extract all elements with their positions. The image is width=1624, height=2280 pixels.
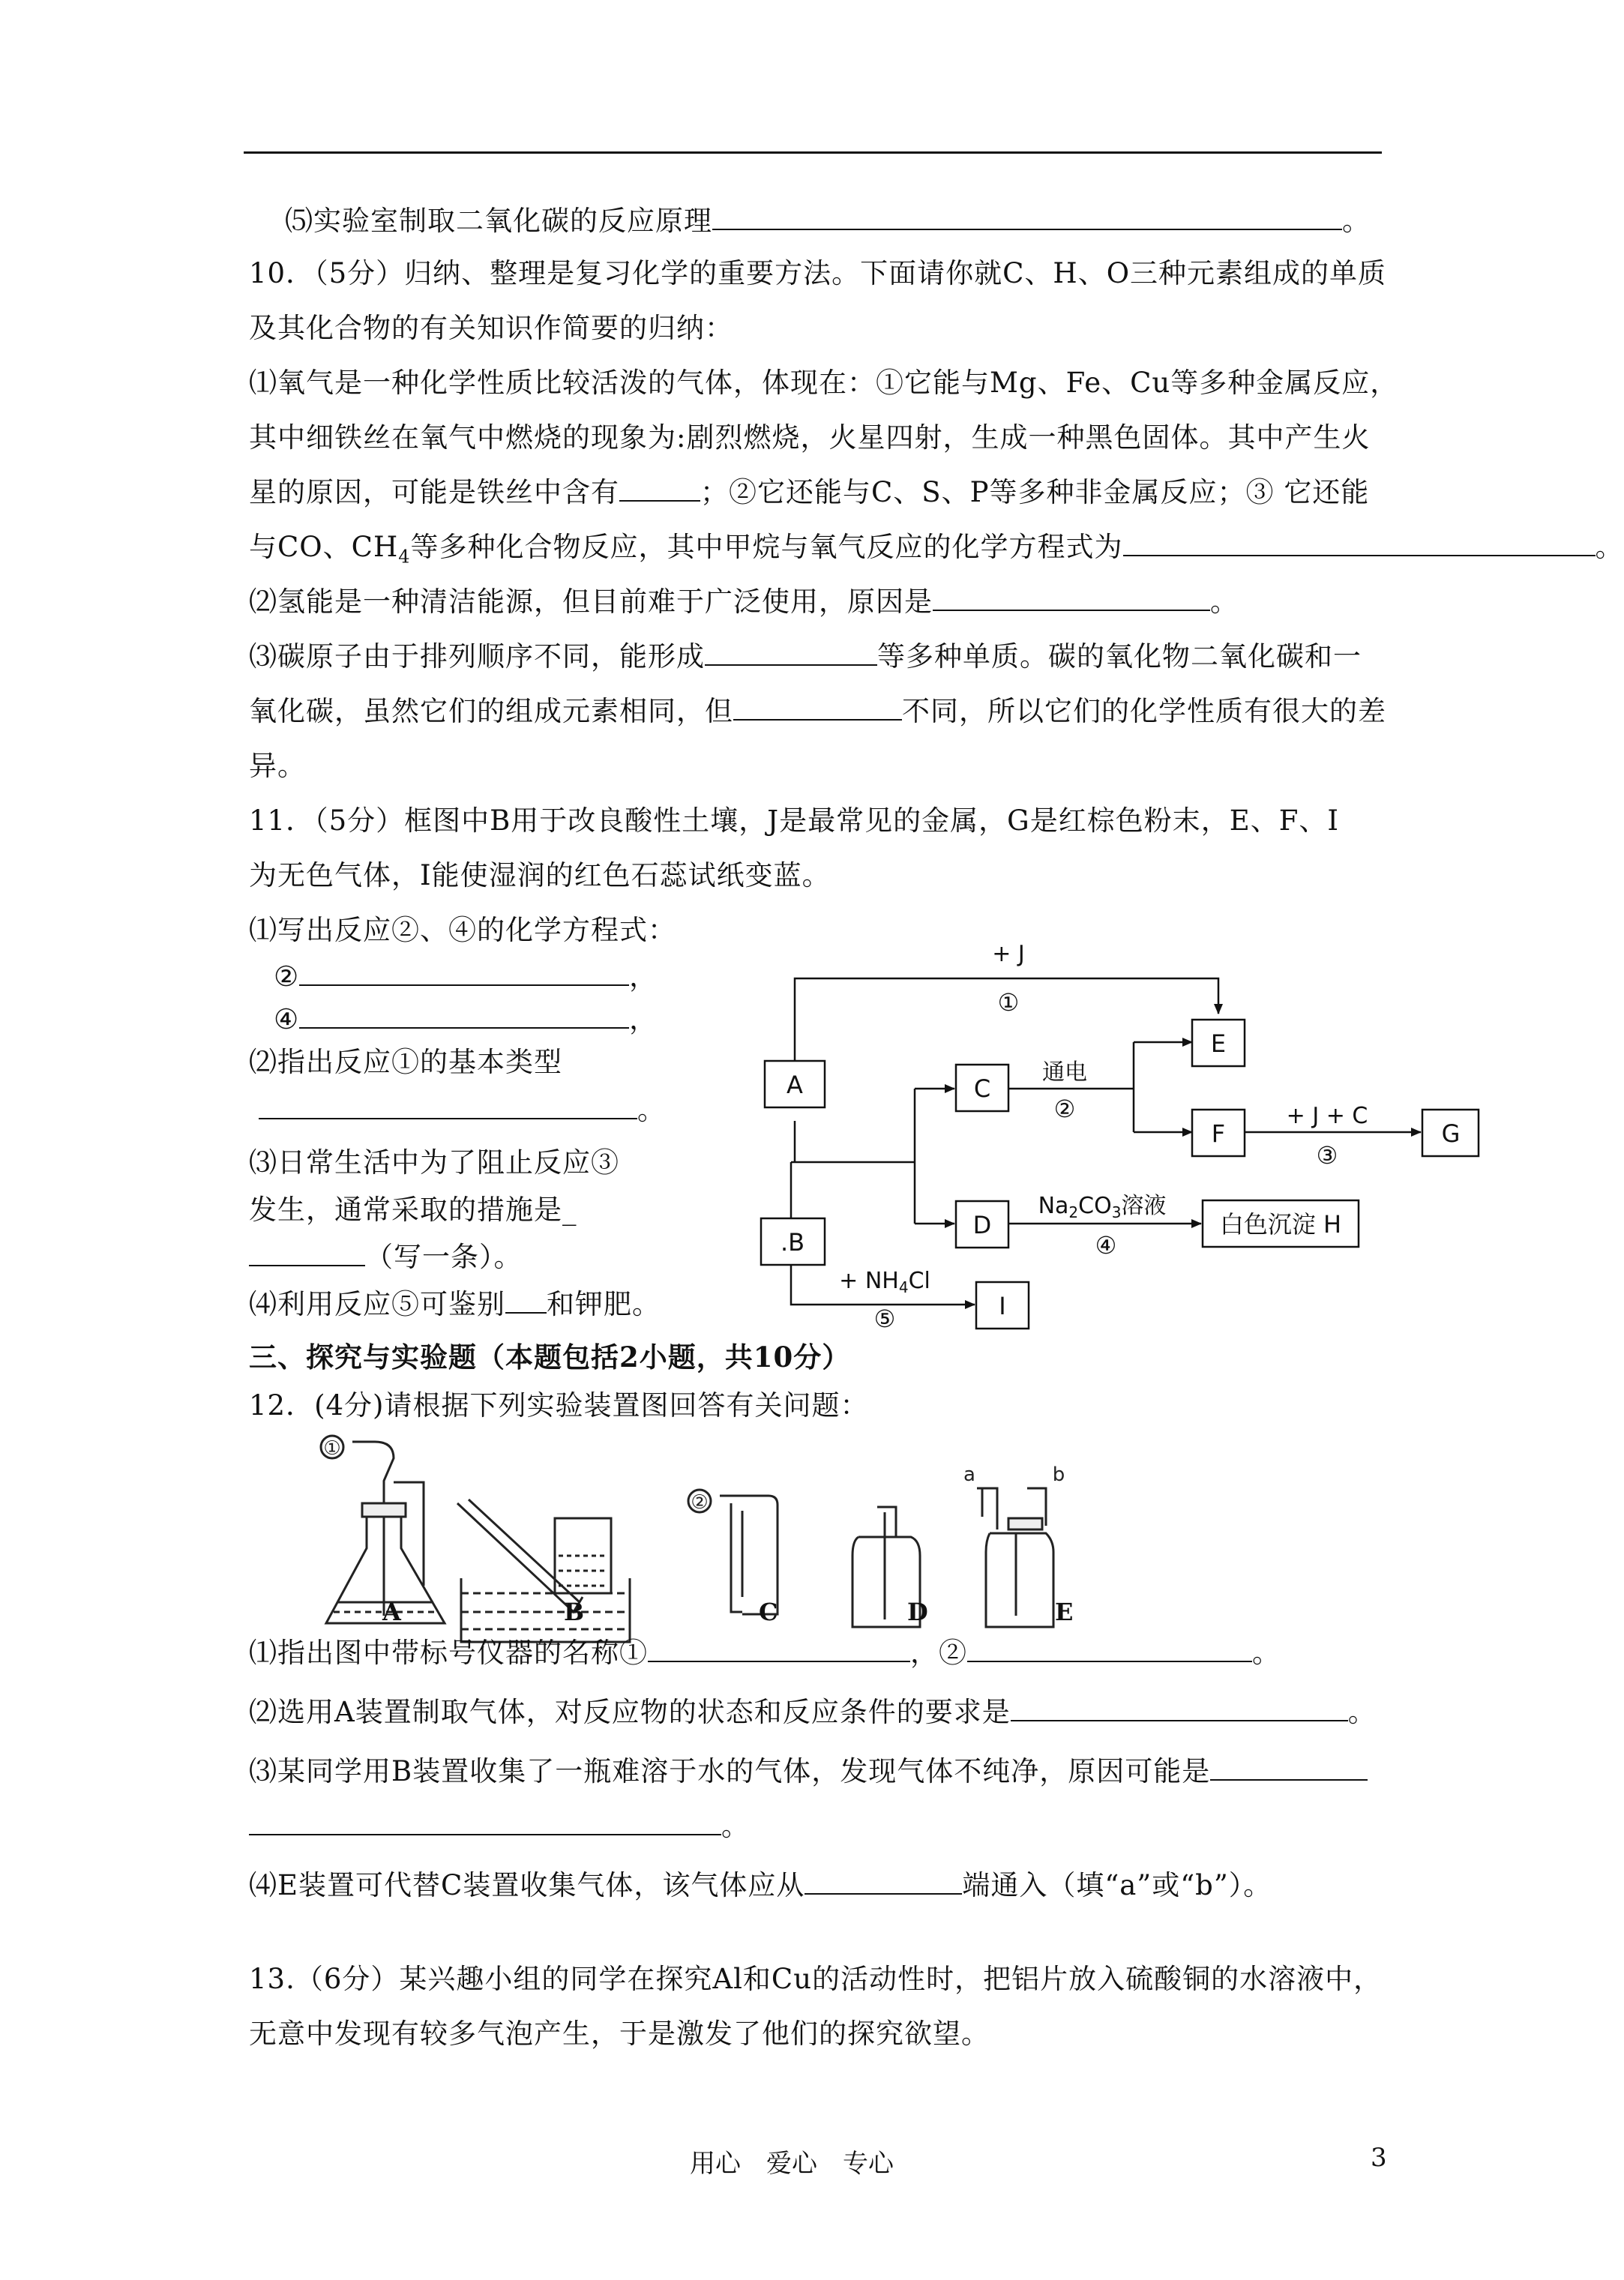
answer-blank[interactable] xyxy=(1210,1754,1368,1781)
q11-part1-eq2: ② ， xyxy=(274,960,658,993)
q11-title-line2: 为无色气体，I能使湿润的红色石蕊试纸变蓝。 xyxy=(249,859,831,891)
label-i: I xyxy=(999,1292,1006,1320)
label-d: D xyxy=(972,1211,992,1239)
q9-part5: ⑸实验室制取二氧化碳的反应原理 。 xyxy=(285,205,1371,237)
q10-part3-line1: ⑶碳原子由于排列顺序不同，能形成 等多种单质。碳的氧化物二氧化碳和一 xyxy=(249,640,1362,673)
answer-blank[interactable] xyxy=(805,1868,962,1895)
answer-blank[interactable] xyxy=(249,1239,365,1266)
label-g: G xyxy=(1441,1119,1461,1148)
q11-part1: ⑴写出反应②、④的化学方程式： xyxy=(249,914,676,946)
label-nh4cl: + $NH_4Cl$ xyxy=(839,1268,930,1296)
label-e: E xyxy=(1210,1029,1227,1058)
label-plus-j: + J xyxy=(992,941,1025,967)
apparatus-label-e: E xyxy=(1055,1598,1074,1626)
label-reaction-1: ① xyxy=(997,988,1020,1017)
apparatus-e xyxy=(977,1488,1053,1627)
q12-part3-line2: 。 xyxy=(249,1808,750,1845)
label-b: .B xyxy=(780,1228,805,1257)
apparatus-end-b: b xyxy=(1052,1464,1065,1486)
q12-apparatus-figure xyxy=(311,1428,1121,1653)
answer-blank[interactable] xyxy=(1011,1694,1348,1721)
label-electrolysis: 通电 xyxy=(1042,1059,1087,1086)
apparatus-end-a: a xyxy=(963,1464,975,1486)
footer-motto: 用心 爱心 专心 xyxy=(690,2149,894,2179)
q12-part2: ⑵选用A装置制取气体，对反应物的状态和反应条件的要求是 。 xyxy=(249,1696,1377,1728)
answer-blank[interactable] xyxy=(259,1092,637,1119)
apparatus-label-c: C xyxy=(759,1598,779,1626)
label-c: C xyxy=(973,1074,991,1103)
q11-part3-line1: ⑶日常生活中为了阻止反应③ xyxy=(249,1146,619,1179)
q11-title-line1: 11．（5分）框图中B用于改良酸性土壤，J是最常见的金属，G是红棕色粉末，E、F、I xyxy=(249,804,1339,837)
answer-blank[interactable] xyxy=(299,1002,629,1029)
q11-part3-line3: （写一条）。 xyxy=(249,1239,523,1276)
q12-part1: ⑴指出图中带标号仪器的名称① ，② 。 xyxy=(249,1637,1281,1669)
answer-blank[interactable] xyxy=(712,203,1342,230)
q10-part1-line4: 与CO、$CH_4$等多种化合物反应，其中甲烷与氧气反应的化学方程式为 。 xyxy=(249,531,1624,568)
apparatus-marker-2: ② xyxy=(691,1491,709,1514)
q11-part2-blank: 。 xyxy=(259,1092,666,1129)
label-reaction-4: ④ xyxy=(1095,1231,1117,1260)
label-a: A xyxy=(787,1071,803,1099)
q13-line1: 13.（6分）某兴趣小组的同学在探究Al和Cu的活动性时，把铝片放入硫酸铜的水溶液中， xyxy=(249,1963,1383,1995)
answer-blank[interactable] xyxy=(648,1635,910,1662)
label-reaction-5: ⑤ xyxy=(873,1305,896,1333)
q10-part2: ⑵氢能是一种清洁能源，但目前难于广泛使用，原因是 。 xyxy=(249,586,1239,618)
apparatus-b xyxy=(457,1500,630,1642)
q10-part1-line1: ⑴氧气是一种化学性质比较活泼的气体，体现在：①它能与Mg、Fe、Cu等多种金属反应， xyxy=(249,367,1399,399)
q10-title-line2: 及其化合物的有关知识作简要的归纳： xyxy=(249,312,733,344)
apparatus-label-a: A xyxy=(382,1598,402,1626)
q11-part1-eq4: ④ ， xyxy=(274,1003,658,1035)
label-reaction-3: ③ xyxy=(1316,1141,1338,1170)
apparatus-marker-1: ① xyxy=(323,1437,341,1460)
q10-part3-line3: 异。 xyxy=(249,750,306,782)
q11-part4: ⑷利用反应⑤可鉴别 和钾肥。 xyxy=(249,1288,661,1320)
answer-blank[interactable] xyxy=(619,475,700,502)
section3-title: 三、探究与实验题（本题包括2小题，共10分） xyxy=(249,1341,851,1374)
label-plus-j-c: + J + C xyxy=(1286,1103,1368,1129)
answer-blank[interactable] xyxy=(733,694,902,721)
q11-part3-line2: 发生，通常采取的措施是_ xyxy=(249,1194,577,1226)
answer-blank[interactable] xyxy=(705,639,877,666)
answer-blank[interactable] xyxy=(933,584,1210,611)
answer-blank[interactable] xyxy=(249,1808,721,1835)
answer-blank[interactable] xyxy=(505,1287,547,1314)
q11-part2: ⑵指出反应①的基本类型 xyxy=(249,1046,562,1078)
page-number: 3 xyxy=(1371,2143,1387,2173)
apparatus-label-d: D xyxy=(907,1598,929,1626)
q13-line2: 无意中发现有较多气泡产生，于是激发了他们的探究欲望。 xyxy=(249,2018,990,2050)
answer-blank[interactable] xyxy=(1123,529,1596,556)
label-na2co3: $Na_2CO_3$溶液 xyxy=(1038,1193,1167,1221)
header-rule xyxy=(244,151,1382,154)
q11-flow-diagram xyxy=(742,930,1507,1335)
q10-part3-line2: 氧化碳，虽然它们的组成元素相同，但 不同，所以它们的化学性质有很大的差 xyxy=(249,695,1386,727)
label-f: F xyxy=(1211,1119,1226,1148)
q10-title-line1: 10．（5分）归纳、整理是复习化学的重要方法。下面请你就C、H、O三种元素组成的单质 xyxy=(249,257,1387,289)
label-h: 白色沉淀 H xyxy=(1219,1210,1342,1239)
q12-part4: ⑷E装置可代替C装置收集气体，该气体应从 端通入（填“a”或“b”）。 xyxy=(249,1869,1272,1901)
q10-part1-line2: 其中细铁丝在氧气中燃烧的现象为:剧烈燃烧，火星四射，生成一种黑色固体。其中产生火 xyxy=(249,421,1371,454)
answer-blank[interactable] xyxy=(299,959,629,986)
answer-blank[interactable] xyxy=(967,1635,1252,1662)
q12-part3-line1: ⑶某同学用B装置收集了一瓶难溶于水的气体，发现气体不纯净，原因可能是 xyxy=(249,1753,1368,1790)
apparatus-label-b: B xyxy=(564,1598,586,1626)
label-reaction-2: ② xyxy=(1053,1095,1076,1123)
q10-part1-line3: 星的原因，可能是铁丝中含有 ；②它还能与C、S、P等多种非金属反应；③ 它还能 xyxy=(249,476,1370,508)
q12-title: 12．(4分)请根据下列实验装置图回答有关问题： xyxy=(249,1389,869,1422)
